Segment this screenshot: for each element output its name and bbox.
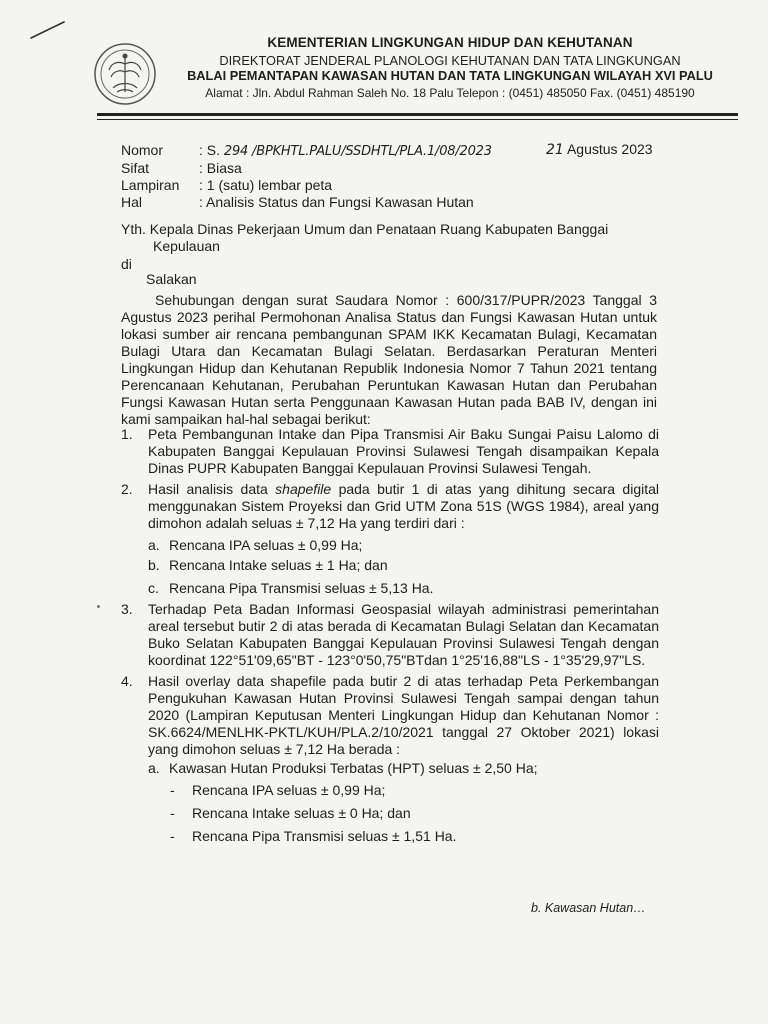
sifat-label: Sifat: [121, 160, 150, 176]
item-number: 1.: [121, 426, 133, 442]
item-text: Peta Pembangunan Intake dan Pipa Transmisi Air Baku Sungai Paisu Lalomo di Kabupaten Banggai Kepulauan Provinsi Sulawesi Tengah disampaikan Kepala Dinas PUPR Kabupaten Banggai Kepulauan Provinsi Sulawesi Tengah.: [148, 426, 659, 476]
sub-text: Rencana Intake seluas ± 1 Ha; dan: [169, 557, 388, 573]
scan-speck: [97, 605, 100, 608]
intro-paragraph: Sehubungan dengan surat Saudara Nomor : 600/317/PUPR/2023 Tanggal 3 Agustus 2023 perihal Permohonan Analisa Status dan Fungsi Kawasan Hutan untuk lokasi sumber air rencana pembangunan SPAM IKK Kecamatan Bulagi, Kecamatan Bulagi Utara dan Kecamatan Bulagi Selatan. Berdasarkan Peraturan Menteri Lingkungan Hidup dan Kehutanan Republik Indonesia Nomor 7 Tahun 2021 tentang Perencanaan Kehutanan, Perubahan Peruntukan Kawasan Hutan dan Perubahan Fungsi Kawasan Hutan serta Penggunaan Kawasan Hutan pada BAB IV, dengan ini kami sampaikan hal-hal sebagai berikut:: [121, 292, 657, 427]
nomor-prefix: : S.: [199, 142, 221, 158]
item4-dash-1: [170, 782, 385, 798]
nomor-value: [199, 142, 492, 160]
item-number: 2.: [121, 481, 133, 497]
item-text-part: Hasil analisis data: [148, 481, 276, 497]
item2-sub-a: [148, 537, 362, 553]
item-number: 4.: [121, 673, 133, 689]
item4-sub-a: [148, 760, 538, 776]
continuation-note: b. Kawasan Hutan…: [531, 901, 646, 915]
letterhead-ministry: KEMENTERIAN LINGKUNGAN HIDUP DAN KEHUTANAN: [267, 35, 633, 50]
list-item-3: [121, 601, 659, 669]
recipient-block: [121, 221, 608, 255]
dash-mark: -: [170, 782, 175, 798]
item-text: Hasil overlay data shapefile pada butir 2 di atas terhadap Peta Perkembangan Pengukuhan Kawasan Hutan Provinsi Sulawesi Tengah sampai dengan tahun 2020 (Lampiran Keputusan Menteri Lingkungan Hidup dan Kehutanan Nomor : SK.6624/MENLHK-PKTL/KUH/PLA.2/10/2021 tanggal 27 Oktober 2021) lokasi yang dimohon seluas ± 7,12 Ha berada :: [148, 673, 659, 757]
sub-text: Rencana Pipa Transmisi seluas ± 5,13 Ha.: [169, 580, 434, 596]
recipient-place: Salakan: [146, 271, 197, 287]
sub-letter: b.: [148, 557, 160, 573]
item2-sub-c: [148, 580, 433, 596]
item-text: Terhadap Peta Badan Informasi Geospasial wilayah administrasi pemerintahan areal tersebut butir 2 di atas berada di Kecamatan Bulagi Selatan dan Kecamatan Buko Selatan Kabupaten Banggai Kepulauan Provinsi Sulawesi Tengah dengan koordinat 122°51'09,65"BT - 123°0'50,75"BTdan 1°25'16,88"LS - 1°35'29,97"LS.: [148, 601, 659, 668]
item4-dash-2: [170, 805, 411, 821]
list-item-2: [121, 481, 659, 532]
hal-label: Hal: [121, 194, 143, 210]
date-month-year: Agustus 2023: [563, 141, 653, 157]
item-number: 3.: [121, 601, 133, 617]
sifat-value: : Biasa: [199, 160, 242, 176]
letter-date: [546, 141, 653, 158]
letterhead-office: BALAI PEMANTAPAN KAWASAN HUTAN DAN TATA LINGKUNGAN WILAYAH XVI PALU: [187, 68, 713, 83]
sub-letter: a.: [148, 537, 160, 553]
letter-meta: [121, 142, 492, 211]
dash-text: Rencana IPA seluas ± 0,99 Ha;: [192, 782, 386, 798]
date-day: 21: [546, 142, 564, 158]
nomor-handwritten: 294 /BPKHTL.PALU/SSDHTL/PLA.1/08/2023: [223, 144, 492, 159]
hal-value: : Analisis Status dan Fungsi Kawasan Hutan: [199, 194, 474, 210]
dash-mark: -: [170, 828, 175, 844]
nomor-label: Nomor: [121, 142, 164, 158]
letterhead-rule-thick: [97, 113, 738, 116]
sub-text: Rencana IPA seluas ± 0,99 Ha;: [169, 537, 363, 553]
meta-nomor-row: [121, 142, 492, 160]
meta-lampiran-row: [121, 177, 492, 194]
dash-text: Rencana Pipa Transmisi seluas ± 1,51 Ha.: [192, 828, 457, 844]
letterhead-rule-thin: [97, 119, 738, 120]
recipient-line-2: Kepulauan: [153, 238, 220, 254]
sub-letter: c.: [148, 580, 159, 596]
item-text-part: pada butir 1 di atas yang dihitung secara digital menggunakan Sistem Proyeksi dan Grid UTM Zona 51S (WGS 1984), areal yang dimohon adalah seluas ± 7,12 Ha yang terdiri dari :: [148, 481, 659, 531]
lampiran-value: : 1 (satu) lembar peta: [199, 177, 333, 193]
letterhead-address: Alamat : Jln. Abdul Rahman Saleh No. 18 Palu Telepon : (0451) 485050 Fax. (0451) 485190: [205, 86, 695, 100]
recipient-di: di: [121, 256, 132, 272]
meta-sifat-row: [121, 160, 492, 177]
sub-text: Kawasan Hutan Produksi Terbatas (HPT) seluas ± 2,50 Ha;: [169, 760, 538, 776]
list-item-4: [121, 673, 659, 758]
item2-sub-b: [148, 557, 388, 573]
dash-text: Rencana Intake seluas ± 0 Ha; dan: [192, 805, 411, 821]
pen-stroke-mark: [28, 18, 68, 42]
item-text-emphasis: shapefile: [275, 481, 332, 497]
meta-hal-row: [121, 194, 492, 211]
ministry-emblem-icon: [93, 42, 157, 106]
sub-letter: a.: [148, 760, 160, 776]
lampiran-label: Lampiran: [121, 177, 180, 193]
letterhead-directorate: DIREKTORAT JENDERAL PLANOLOGI KEHUTANAN DAN TATA LINGKUNGAN: [219, 53, 681, 68]
dash-mark: -: [170, 805, 175, 821]
item4-dash-3: [170, 828, 456, 844]
item-text: [148, 481, 659, 532]
recipient-line-1: Yth. Kepala Dinas Pekerjaan Umum dan Penataan Ruang Kabupaten Banggai: [121, 221, 609, 237]
list-item-1: [121, 426, 659, 477]
